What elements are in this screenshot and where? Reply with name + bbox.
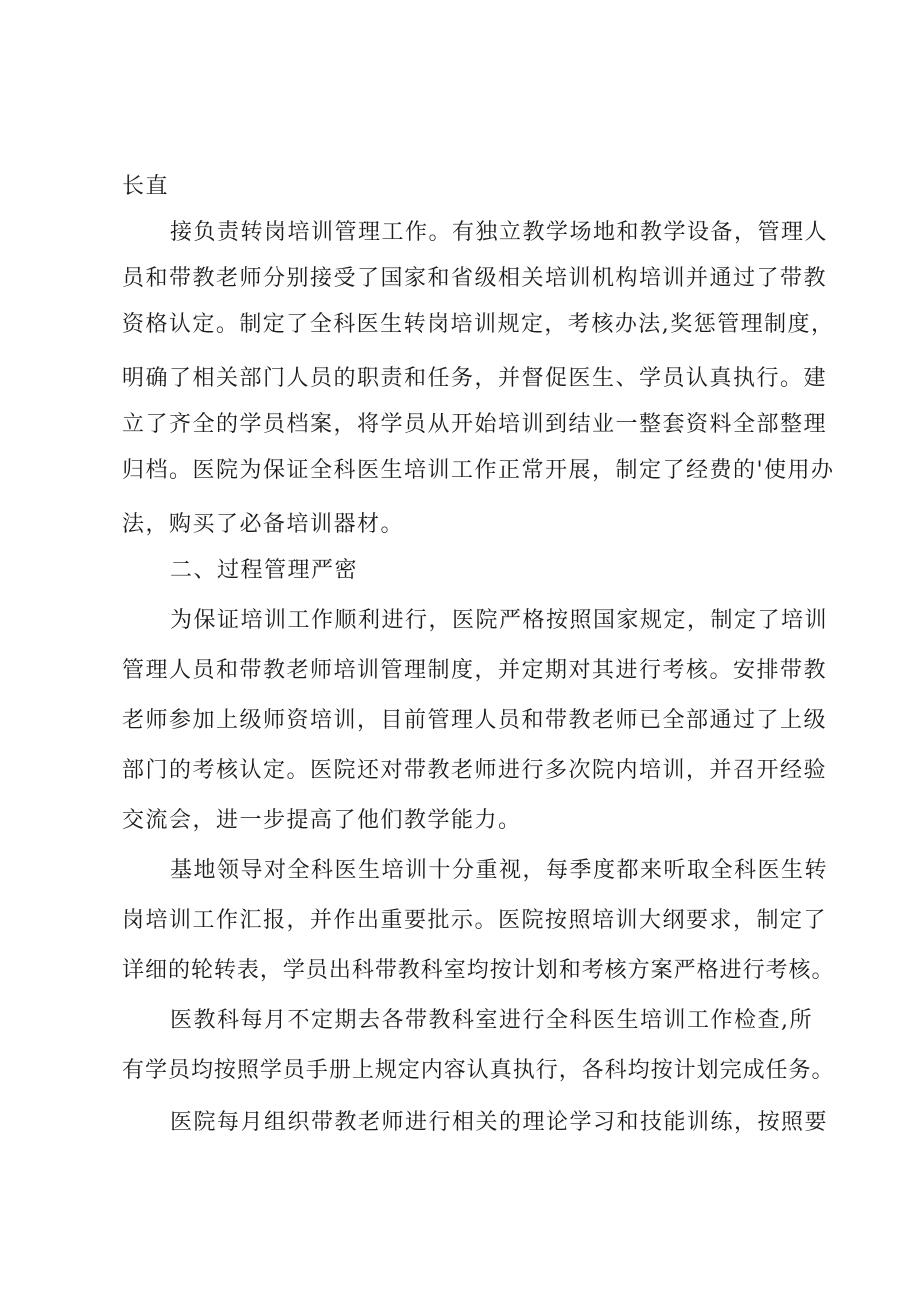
text-line (0, 799, 920, 843)
line-text: 法，购买了必备培训器材。 (122, 512, 405, 537)
line-text: 基地领导对全科医生培训十分重视，每季度都来听取全科医生转 (170, 858, 829, 883)
text-line (0, 211, 920, 255)
line-text: 交流会，进一步提高了他们教学能力。 (122, 808, 522, 833)
text-line (0, 449, 920, 493)
line-text: 归档。医院为保证全科医生培训工作正常开展，制定了经费的'使用办 (122, 458, 835, 483)
line-text: 有学员均按照学员手册上规定内容认真执行，各科均按计划完成任务。 (122, 1058, 835, 1083)
section-heading-text: 二、过程管理严密 (170, 558, 359, 583)
line-text: 明确了相关部门人员的职责和任务，并督促医生、学员认真执行。建 (122, 366, 828, 391)
text-line (0, 649, 920, 693)
text-line (0, 403, 920, 447)
line-text: 详细的轮转表，学员出科带教科室均按计划和考核方案严格进行考核。 (122, 958, 835, 983)
line-text: 立了齐全的学员档案，将学员从开始培训到结业一整套资料全部整理 (122, 412, 828, 437)
line-text: 接负责转岗培训管理工作。有独立教学场地和教学设备，管理人 (170, 220, 829, 245)
text-line (0, 949, 920, 993)
text-line (0, 749, 920, 793)
text-line (0, 1101, 920, 1145)
line-text: 医教科每月不定期去各带教科室进行全科医生培训工作检查,所 (170, 1008, 813, 1033)
text-line (0, 849, 920, 893)
line-text: 资格认定。制定了全科医生转岗培训规定，考核办法,奖惩管理制度， (122, 312, 835, 337)
text-line (0, 503, 920, 547)
text-line (0, 999, 920, 1043)
section-heading (0, 549, 920, 593)
line-text: 医院每月组织带教老师进行相关的理论学习和技能训练，按照要 (170, 1110, 829, 1135)
line-text: 管理人员和带教老师培训管理制度，并定期对其进行考核。安排带教 (122, 658, 828, 683)
text-line (0, 357, 920, 401)
text-line (0, 257, 920, 301)
text-line (0, 699, 920, 743)
text-line (0, 599, 920, 643)
line-text: 长直 (122, 174, 170, 199)
line-text: 岗培训工作汇报，并作出重要批示。医院按照培训大纲要求，制定了 (122, 908, 828, 933)
line-text: 老师参加上级师资培训，目前管理人员和带教老师已全部通过了上级 (122, 708, 828, 733)
text-line (0, 303, 920, 347)
line-text: 为保证培训工作顺利进行，医院严格按照国家规定，制定了培训 (170, 608, 829, 633)
line-text: 员和带教老师分别接受了国家和省级相关培训机构培训并通过了带教 (122, 266, 828, 291)
text-line (0, 165, 920, 209)
text-line (0, 1049, 920, 1093)
text-line (0, 899, 920, 943)
line-text: 部门的考核认定。医院还对带教老师进行多次院内培训，并召开经验 (122, 758, 828, 783)
